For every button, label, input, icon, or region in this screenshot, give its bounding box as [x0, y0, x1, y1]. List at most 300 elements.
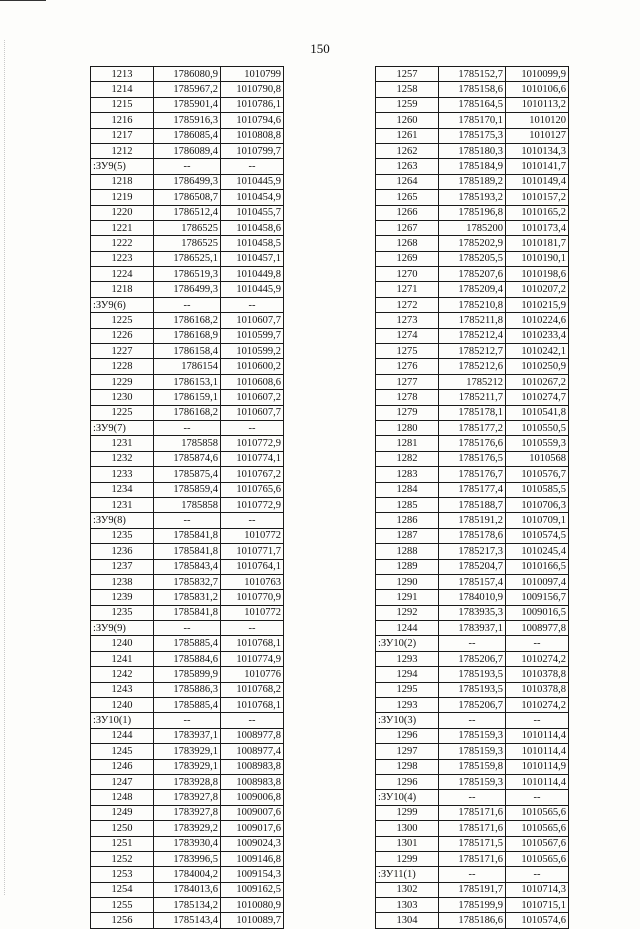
- table-row: [376, 113, 569, 128]
- point-number-cell: 1235: [91, 605, 154, 620]
- point-number-cell: 1291: [376, 590, 439, 605]
- point-number-cell: 1244: [376, 621, 439, 636]
- point-number-cell: 1266: [376, 205, 439, 220]
- y-coordinate-cell: 1010607,7: [221, 405, 284, 420]
- coordinates-table-left: [90, 66, 284, 929]
- y-coordinate-cell: 1010768,1: [221, 636, 284, 651]
- table-row: [376, 805, 569, 820]
- table-row: [91, 590, 284, 605]
- y-coordinate-cell: 1010799: [221, 67, 284, 82]
- table-row: [91, 467, 284, 482]
- y-coordinate-cell: 1010449,8: [221, 267, 284, 282]
- y-coordinate-cell: 1010715,1: [506, 898, 569, 913]
- point-number-cell: 1281: [376, 436, 439, 451]
- x-coordinate-cell: 1783928,8: [154, 774, 221, 789]
- table-row: [91, 236, 284, 251]
- table-row: [91, 728, 284, 743]
- parcel-header-row: [91, 159, 284, 174]
- table-row: [376, 297, 569, 312]
- table-row: [91, 251, 284, 266]
- y-coordinate-cell: 1010097,4: [506, 574, 569, 589]
- point-number-cell: 1265: [376, 190, 439, 205]
- x-coordinate-cell: 1785193,5: [439, 682, 506, 697]
- y-coordinate-cell: 1010607,2: [221, 390, 284, 405]
- parcel-header-row: [376, 636, 569, 651]
- y-coordinate-cell: 1010165,2: [506, 205, 569, 220]
- table-row: [376, 682, 569, 697]
- table-row: [91, 220, 284, 235]
- y-coordinate-cell: 1010763: [221, 574, 284, 589]
- table-row: [91, 174, 284, 189]
- point-number-cell: 1247: [91, 774, 154, 789]
- table-row: [376, 313, 569, 328]
- parcel-label-cell: :ЗУ10(3): [376, 713, 439, 728]
- point-number-cell: 1295: [376, 682, 439, 697]
- y-coordinate-cell: 1010706,3: [506, 497, 569, 512]
- y-coordinate-cell: --: [506, 867, 569, 882]
- point-number-cell: 1296: [376, 774, 439, 789]
- y-coordinate-cell: 1010764,1: [221, 559, 284, 574]
- table-row: [376, 82, 569, 97]
- point-number-cell: 1214: [91, 82, 154, 97]
- point-number-cell: 1297: [376, 744, 439, 759]
- x-coordinate-cell: 1785171,6: [439, 821, 506, 836]
- y-coordinate-cell: --: [221, 420, 284, 435]
- table-row: [376, 913, 569, 928]
- x-coordinate-cell: 1785211,7: [439, 390, 506, 405]
- y-coordinate-cell: 1010565,6: [506, 805, 569, 820]
- table-row: [91, 544, 284, 559]
- table-row: [376, 898, 569, 913]
- x-coordinate-cell: 1785875,4: [154, 467, 221, 482]
- table-row: [91, 759, 284, 774]
- x-coordinate-cell: 1785212,4: [439, 328, 506, 343]
- x-coordinate-cell: 1786085,4: [154, 128, 221, 143]
- point-number-cell: 1244: [91, 728, 154, 743]
- x-coordinate-cell: 1783929,2: [154, 821, 221, 836]
- table-row: [91, 667, 284, 682]
- point-number-cell: 1289: [376, 559, 439, 574]
- point-number-cell: 1239: [91, 590, 154, 605]
- x-coordinate-cell: 1785212,7: [439, 344, 506, 359]
- y-coordinate-cell: 1010445,9: [221, 174, 284, 189]
- point-number-cell: 1225: [91, 313, 154, 328]
- parcel-header-row: [376, 867, 569, 882]
- x-coordinate-cell: 1785193,5: [439, 667, 506, 682]
- y-coordinate-cell: 1010181,7: [506, 236, 569, 251]
- x-coordinate-cell: --: [439, 790, 506, 805]
- y-coordinate-cell: 1010565,6: [506, 851, 569, 866]
- x-coordinate-cell: 1785886,3: [154, 682, 221, 697]
- y-coordinate-cell: 1010458,6: [221, 220, 284, 235]
- y-coordinate-cell: 1010765,6: [221, 482, 284, 497]
- point-number-cell: 1264: [376, 174, 439, 189]
- y-coordinate-cell: 1009007,6: [221, 805, 284, 820]
- point-number-cell: 1292: [376, 605, 439, 620]
- point-number-cell: 1221: [91, 220, 154, 235]
- y-coordinate-cell: 1010224,6: [506, 313, 569, 328]
- x-coordinate-cell: 1785858: [154, 436, 221, 451]
- y-coordinate-cell: --: [506, 636, 569, 651]
- table-row: [376, 836, 569, 851]
- x-coordinate-cell: 1785158,6: [439, 82, 506, 97]
- table-row: [376, 359, 569, 374]
- y-coordinate-cell: 1010786,1: [221, 97, 284, 112]
- y-coordinate-cell: --: [221, 621, 284, 636]
- x-coordinate-cell: 1786519,3: [154, 267, 221, 282]
- parcel-label-cell: :ЗУ11(1): [376, 867, 439, 882]
- y-coordinate-cell: 1010274,2: [506, 698, 569, 713]
- parcel-label-cell: :ЗУ10(2): [376, 636, 439, 651]
- point-number-cell: 1263: [376, 159, 439, 174]
- y-coordinate-cell: 1010541,8: [506, 405, 569, 420]
- x-coordinate-cell: 1784004,2: [154, 867, 221, 882]
- point-number-cell: 1261: [376, 128, 439, 143]
- table-row: [376, 774, 569, 789]
- y-coordinate-cell: 1010106,6: [506, 82, 569, 97]
- x-coordinate-cell: 1785885,4: [154, 636, 221, 651]
- x-coordinate-cell: 1785217,3: [439, 544, 506, 559]
- parcel-label-cell: :ЗУ9(8): [91, 513, 154, 528]
- y-coordinate-cell: 1010772: [221, 605, 284, 620]
- x-coordinate-cell: 1785206,7: [439, 698, 506, 713]
- y-coordinate-cell: 1010772,9: [221, 436, 284, 451]
- x-coordinate-cell: 1783927,8: [154, 790, 221, 805]
- point-number-cell: 1262: [376, 143, 439, 158]
- point-number-cell: 1226: [91, 328, 154, 343]
- point-number-cell: 1274: [376, 328, 439, 343]
- x-coordinate-cell: 1785170,1: [439, 113, 506, 128]
- table-row: [376, 590, 569, 605]
- table-row: [376, 344, 569, 359]
- point-number-cell: 1231: [91, 436, 154, 451]
- x-coordinate-cell: --: [154, 159, 221, 174]
- y-coordinate-cell: 1010808,8: [221, 128, 284, 143]
- point-number-cell: 1232: [91, 451, 154, 466]
- point-number-cell: 1235: [91, 528, 154, 543]
- parcel-label-cell: :ЗУ9(6): [91, 297, 154, 312]
- table-row: [376, 698, 569, 713]
- table-row: [91, 851, 284, 866]
- x-coordinate-cell: --: [154, 713, 221, 728]
- y-coordinate-cell: --: [506, 713, 569, 728]
- table-row: [376, 282, 569, 297]
- point-number-cell: 1282: [376, 451, 439, 466]
- y-coordinate-cell: 1010454,9: [221, 190, 284, 205]
- point-number-cell: 1272: [376, 297, 439, 312]
- table-row: [91, 313, 284, 328]
- table-row: [91, 113, 284, 128]
- parcel-header-row: [91, 420, 284, 435]
- y-coordinate-cell: 1010790,8: [221, 82, 284, 97]
- x-coordinate-cell: 1785901,4: [154, 97, 221, 112]
- x-coordinate-cell: 1785207,6: [439, 267, 506, 282]
- y-coordinate-cell: 1009156,7: [506, 590, 569, 605]
- y-coordinate-cell: 1010599,2: [221, 344, 284, 359]
- table-row: [91, 190, 284, 205]
- point-number-cell: 1285: [376, 497, 439, 512]
- x-coordinate-cell: 1785859,4: [154, 482, 221, 497]
- table-row: [91, 128, 284, 143]
- y-coordinate-cell: 1010089,7: [221, 913, 284, 928]
- table-row: [91, 390, 284, 405]
- y-coordinate-cell: 1010245,4: [506, 544, 569, 559]
- y-coordinate-cell: 1010565,6: [506, 821, 569, 836]
- x-coordinate-cell: 1785178,1: [439, 405, 506, 420]
- table-row: [91, 328, 284, 343]
- y-coordinate-cell: 1010772: [221, 528, 284, 543]
- y-coordinate-cell: 1010166,5: [506, 559, 569, 574]
- point-number-cell: 1218: [91, 174, 154, 189]
- x-coordinate-cell: 1785178,6: [439, 528, 506, 543]
- table-row: [376, 405, 569, 420]
- parcel-header-row: [91, 621, 284, 636]
- point-number-cell: 1290: [376, 574, 439, 589]
- point-number-cell: 1216: [91, 113, 154, 128]
- point-number-cell: 1218: [91, 282, 154, 297]
- x-coordinate-cell: 1786159,1: [154, 390, 221, 405]
- x-coordinate-cell: 1785841,8: [154, 605, 221, 620]
- point-number-cell: 1302: [376, 882, 439, 897]
- x-coordinate-cell: 1786168,9: [154, 328, 221, 343]
- y-coordinate-cell: 1010576,7: [506, 467, 569, 482]
- x-coordinate-cell: 1785210,8: [439, 297, 506, 312]
- table-row: [376, 190, 569, 205]
- table-row: [376, 574, 569, 589]
- x-coordinate-cell: 1786508,7: [154, 190, 221, 205]
- table-row: [91, 282, 284, 297]
- y-coordinate-cell: 1010770,9: [221, 590, 284, 605]
- y-coordinate-cell: 1010080,9: [221, 898, 284, 913]
- x-coordinate-cell: 1785171,6: [439, 805, 506, 820]
- y-coordinate-cell: 1008977,8: [506, 621, 569, 636]
- y-coordinate-cell: 1009146,8: [221, 851, 284, 866]
- margin-guide: [4, 40, 5, 895]
- x-coordinate-cell: --: [439, 867, 506, 882]
- x-coordinate-cell: 1785200: [439, 220, 506, 235]
- point-number-cell: 1237: [91, 559, 154, 574]
- x-coordinate-cell: 1785176,6: [439, 436, 506, 451]
- x-coordinate-cell: 1785204,7: [439, 559, 506, 574]
- x-coordinate-cell: 1783996,5: [154, 851, 221, 866]
- x-coordinate-cell: 1783929,1: [154, 759, 221, 774]
- point-number-cell: 1243: [91, 682, 154, 697]
- point-number-cell: 1255: [91, 898, 154, 913]
- point-number-cell: 1277: [376, 374, 439, 389]
- table-row: [91, 867, 284, 882]
- y-coordinate-cell: 1010149,4: [506, 174, 569, 189]
- parcel-header-row: [91, 297, 284, 312]
- table-row: [91, 636, 284, 651]
- x-coordinate-cell: 1785143,4: [154, 913, 221, 928]
- x-coordinate-cell: 1786158,4: [154, 344, 221, 359]
- x-coordinate-cell: 1785177,2: [439, 420, 506, 435]
- y-coordinate-cell: 1010120: [506, 113, 569, 128]
- x-coordinate-cell: 1786153,1: [154, 374, 221, 389]
- x-coordinate-cell: 1785186,6: [439, 913, 506, 928]
- table-row: [376, 513, 569, 528]
- table-row: [376, 143, 569, 158]
- x-coordinate-cell: 1785843,4: [154, 559, 221, 574]
- y-coordinate-cell: 1010141,7: [506, 159, 569, 174]
- point-number-cell: 1250: [91, 821, 154, 836]
- point-number-cell: 1236: [91, 544, 154, 559]
- y-coordinate-cell: 1010445,9: [221, 282, 284, 297]
- x-coordinate-cell: 1785199,9: [439, 898, 506, 913]
- table-row: [376, 621, 569, 636]
- y-coordinate-cell: --: [221, 713, 284, 728]
- y-coordinate-cell: 1008977,4: [221, 744, 284, 759]
- y-coordinate-cell: 1010127: [506, 128, 569, 143]
- table-row: [376, 436, 569, 451]
- table-row: [376, 744, 569, 759]
- point-number-cell: 1254: [91, 882, 154, 897]
- y-coordinate-cell: 1010114,4: [506, 728, 569, 743]
- point-number-cell: 1259: [376, 97, 439, 112]
- point-number-cell: 1273: [376, 313, 439, 328]
- y-coordinate-cell: 1008983,8: [221, 759, 284, 774]
- table-row: [91, 482, 284, 497]
- table-row: [376, 482, 569, 497]
- table-row: [91, 882, 284, 897]
- point-number-cell: 1303: [376, 898, 439, 913]
- point-number-cell: 1298: [376, 759, 439, 774]
- y-coordinate-cell: 1010378,8: [506, 682, 569, 697]
- x-coordinate-cell: 1785159,3: [439, 774, 506, 789]
- x-coordinate-cell: 1786089,4: [154, 143, 221, 158]
- y-coordinate-cell: 1010207,2: [506, 282, 569, 297]
- x-coordinate-cell: 1785159,3: [439, 728, 506, 743]
- table-row: [91, 574, 284, 589]
- point-number-cell: 1294: [376, 667, 439, 682]
- point-number-cell: 1212: [91, 143, 154, 158]
- point-number-cell: 1278: [376, 390, 439, 405]
- y-coordinate-cell: 1010559,3: [506, 436, 569, 451]
- point-number-cell: 1229: [91, 374, 154, 389]
- y-coordinate-cell: 1010455,7: [221, 205, 284, 220]
- point-number-cell: 1299: [376, 851, 439, 866]
- table-row: [376, 497, 569, 512]
- table-row: [376, 528, 569, 543]
- coordinates-table-right: [375, 66, 569, 929]
- y-coordinate-cell: 1009017,6: [221, 821, 284, 836]
- table-row: [91, 790, 284, 805]
- table-row: [91, 898, 284, 913]
- point-number-cell: 1283: [376, 467, 439, 482]
- x-coordinate-cell: 1785134,2: [154, 898, 221, 913]
- point-number-cell: 1276: [376, 359, 439, 374]
- table-row: [376, 328, 569, 343]
- point-number-cell: 1228: [91, 359, 154, 374]
- point-number-cell: 1301: [376, 836, 439, 851]
- parcel-header-row: [91, 513, 284, 528]
- y-coordinate-cell: 1010774,1: [221, 451, 284, 466]
- table-row: [376, 220, 569, 235]
- table-row: [376, 651, 569, 666]
- table-row: [376, 205, 569, 220]
- x-coordinate-cell: 1785212: [439, 374, 506, 389]
- table-row: [376, 728, 569, 743]
- x-coordinate-cell: 1786168,2: [154, 313, 221, 328]
- x-coordinate-cell: 1785209,4: [439, 282, 506, 297]
- x-coordinate-cell: 1783929,1: [154, 744, 221, 759]
- x-coordinate-cell: --: [154, 297, 221, 312]
- x-coordinate-cell: 1786080,9: [154, 67, 221, 82]
- y-coordinate-cell: 1010568: [506, 451, 569, 466]
- point-number-cell: 1238: [91, 574, 154, 589]
- x-coordinate-cell: 1785212,6: [439, 359, 506, 374]
- x-coordinate-cell: 1783927,8: [154, 805, 221, 820]
- y-coordinate-cell: 1008977,8: [221, 728, 284, 743]
- corner-rule: [0, 0, 46, 1]
- x-coordinate-cell: 1785171,6: [439, 851, 506, 866]
- y-coordinate-cell: 1010274,2: [506, 651, 569, 666]
- table-row: [376, 451, 569, 466]
- y-coordinate-cell: 1010772,9: [221, 497, 284, 512]
- x-coordinate-cell: --: [439, 636, 506, 651]
- point-number-cell: 1213: [91, 67, 154, 82]
- y-coordinate-cell: 1010157,2: [506, 190, 569, 205]
- x-coordinate-cell: 1785180,3: [439, 143, 506, 158]
- table-row: [91, 344, 284, 359]
- y-coordinate-cell: --: [221, 159, 284, 174]
- x-coordinate-cell: 1783937,1: [154, 728, 221, 743]
- table-row: [376, 851, 569, 866]
- point-number-cell: 1252: [91, 851, 154, 866]
- x-coordinate-cell: 1786525: [154, 220, 221, 235]
- y-coordinate-cell: --: [221, 513, 284, 528]
- x-coordinate-cell: 1786499,3: [154, 174, 221, 189]
- table-row: [91, 97, 284, 112]
- table-row: [376, 467, 569, 482]
- point-number-cell: 1245: [91, 744, 154, 759]
- y-coordinate-cell: 1010458,5: [221, 236, 284, 251]
- table-row: [376, 882, 569, 897]
- point-number-cell: 1286: [376, 513, 439, 528]
- table-row: [91, 374, 284, 389]
- x-coordinate-cell: 1785188,7: [439, 497, 506, 512]
- y-coordinate-cell: 1010114,4: [506, 774, 569, 789]
- y-coordinate-cell: 1010215,9: [506, 297, 569, 312]
- point-number-cell: 1280: [376, 420, 439, 435]
- point-number-cell: 1293: [376, 651, 439, 666]
- table-row: [91, 744, 284, 759]
- x-coordinate-cell: 1785191,2: [439, 513, 506, 528]
- y-coordinate-cell: 1010114,9: [506, 759, 569, 774]
- point-number-cell: 1270: [376, 267, 439, 282]
- point-number-cell: 1227: [91, 344, 154, 359]
- x-coordinate-cell: 1785211,8: [439, 313, 506, 328]
- point-number-cell: 1288: [376, 544, 439, 559]
- x-coordinate-cell: --: [154, 420, 221, 435]
- point-number-cell: 1231: [91, 497, 154, 512]
- x-coordinate-cell: 1785175,3: [439, 128, 506, 143]
- table-row: [376, 128, 569, 143]
- x-coordinate-cell: 1785191,7: [439, 882, 506, 897]
- table-row: [376, 559, 569, 574]
- x-coordinate-cell: 1785899,9: [154, 667, 221, 682]
- table-row: [376, 159, 569, 174]
- table-row: [376, 174, 569, 189]
- y-coordinate-cell: 1010608,6: [221, 374, 284, 389]
- point-number-cell: 1268: [376, 236, 439, 251]
- point-number-cell: 1248: [91, 790, 154, 805]
- x-coordinate-cell: 1786525: [154, 236, 221, 251]
- y-coordinate-cell: 1010233,4: [506, 328, 569, 343]
- x-coordinate-cell: 1783935,3: [439, 605, 506, 620]
- y-coordinate-cell: 1010600,2: [221, 359, 284, 374]
- table-row: [91, 143, 284, 158]
